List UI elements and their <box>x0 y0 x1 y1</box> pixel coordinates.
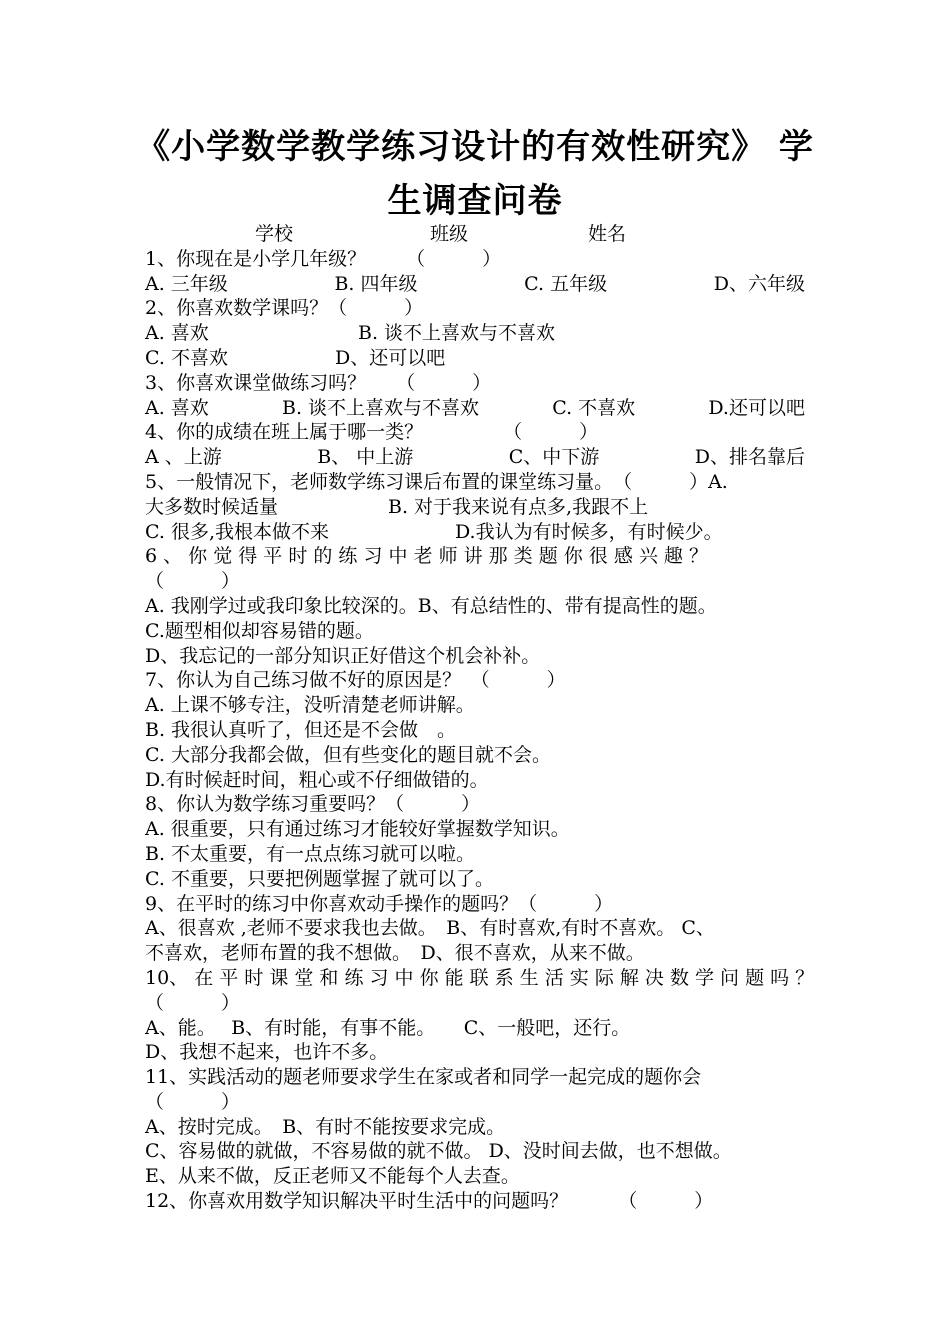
question-text: 4、你的成绩在班上属于哪一类？ <box>145 421 424 444</box>
question-text: 12、你喜欢用数学知识解决平时生活中的问题吗？ <box>145 1190 569 1213</box>
option: A 、上游 <box>145 446 222 469</box>
question-2-options-ab <box>145 321 805 346</box>
title-line-1: 《小学数学教学练习设计的有效性研究》 学 <box>136 127 814 167</box>
question-11: 11、实践活动的题老师要求学生在家或者和同学一起完成的题你会 <box>145 1066 702 1089</box>
option: A. 喜欢 <box>145 322 209 345</box>
info-fields <box>145 222 805 247</box>
question-10: 10、 在 平 时 课 堂 和 练 习 中 你 能 联 系 生 活 实 际 解 决 数 学 问 题 吗 ？ <box>145 966 815 989</box>
question-7-option-b: B. 我很认真听了，但还是不会做 。 <box>145 718 457 741</box>
question-2: 2、你喜欢数学课吗？（ ） <box>145 297 424 320</box>
option: B. 四年级 <box>334 272 418 295</box>
question-6: 6 、 你 觉 得 平 时 的 练 习 中 老 师 讲 那 类 题 你 很 感 兴 趣 ？ <box>145 545 708 568</box>
answer-blank: （ ） <box>503 421 599 444</box>
question-10-blank <box>145 991 805 1016</box>
answer-blank: （ ） <box>145 570 241 593</box>
question-11-options-3: E、从来不做，反正老师又不能每个人去查。 <box>145 1165 520 1188</box>
page-title <box>130 120 820 228</box>
question-7-option-c: C. 大部分我都会做，但有些变化的题目就不会。 <box>145 743 551 766</box>
option: B. 谈不上喜欢与不喜欢 <box>358 322 556 345</box>
question-9-options-2: 不喜欢，老师布置的我不想做。 D、很不喜欢，从来不做。 <box>145 942 645 965</box>
class-field-label: 班级 <box>430 223 469 245</box>
option: C. 很多,我根本做不来 <box>145 520 329 543</box>
option: B. 谈不上喜欢与不喜欢 <box>282 396 480 419</box>
question-6-option-ab: A. 我刚学过或我印象比较深的。B、有总结性的、带有提高性的题。 <box>145 594 717 617</box>
answer-blank: （ ） <box>145 1090 241 1113</box>
option: C、中下游 <box>508 446 600 469</box>
question-12 <box>145 1189 805 1214</box>
question-11-blank <box>145 1090 805 1115</box>
question-7-option-a: A. 上课不够专注，没听清楚老师讲解。 <box>145 694 475 717</box>
question-5-options-ab <box>145 495 805 520</box>
answer-blank: （ ） <box>406 247 502 270</box>
answer-blank: （ ） <box>145 991 241 1014</box>
question-8-option-a: A. 很重要，只有通过练习才能较好掌握数学知识。 <box>145 818 570 841</box>
question-text: 1、你现在是小学几年级？ <box>145 247 367 270</box>
option: 大多数时候适量 <box>145 495 279 518</box>
question-7: 7、你认为自己练习做不好的原因是？ （ ） <box>145 669 566 692</box>
question-8-option-c: C. 不重要，只要把例题掌握了就可以了。 <box>145 867 494 890</box>
question-9-options-1: A、很喜欢 ,老师不要求我也去做。 B、有时喜欢,有时不喜欢。 C、 <box>145 917 715 940</box>
school-field-label: 学校 <box>255 223 294 245</box>
question-11-options-1: A、按时完成。 B、有时不能按要求完成。 <box>145 1115 506 1138</box>
question-2-options-cd <box>145 346 805 371</box>
questionnaire-body <box>145 222 815 1214</box>
option: D、排名靠后 <box>694 446 805 469</box>
option: D、六年级 <box>713 272 805 295</box>
option: A. 喜欢 <box>145 396 209 419</box>
title-line-2: 生调查问卷 <box>387 181 563 221</box>
question-6-option-c: C.题型相似却容易错的题。 <box>145 619 374 642</box>
option: D.还可以吧 <box>708 396 805 419</box>
option: B、 中上游 <box>317 446 414 469</box>
question-1 <box>145 247 805 272</box>
option: B. 对于我来说有点多,我跟不上 <box>388 495 649 518</box>
option: D、还可以吧 <box>335 346 446 369</box>
question-8: 8、你认为数学练习重要吗？（ ） <box>145 793 481 816</box>
question-5-options-cd <box>145 520 805 545</box>
question-text: 3、你喜欢课堂做练习吗？ <box>145 371 367 394</box>
question-11-options-2: C、容易做的就做，不容易做的就不做。 D、没时间去做，也不想做。 <box>145 1140 732 1163</box>
question-4 <box>145 420 805 445</box>
question-6-option-d: D、我忘记的一部分知识正好借这个机会补补。 <box>145 644 541 667</box>
question-6-blank <box>145 569 805 594</box>
option: D.我认为有时候多，有时候少。 <box>455 520 723 543</box>
question-9: 9、在平时的练习中你喜欢动手操作的题吗？（ ） <box>145 892 614 915</box>
question-7-option-d: D.有时候赶时间，粗心或不仔细做错的。 <box>145 768 489 791</box>
question-4-options <box>145 445 805 470</box>
name-field-label: 姓名 <box>588 223 627 245</box>
question-1-options <box>145 272 805 297</box>
answer-blank: （ ） <box>618 1190 714 1213</box>
answer-blank: （ ） <box>396 371 492 394</box>
question-3-options <box>145 396 805 421</box>
option: C. 不喜欢 <box>552 396 636 419</box>
option: A. 三年级 <box>145 272 228 295</box>
option: C. 五年级 <box>524 272 608 295</box>
question-5: 5、一般情况下，老师数学练习课后布置的课堂练习量。 （ ）A. <box>145 470 728 493</box>
question-10-options-2: D、我想不起来，也许不多。 <box>145 1041 389 1064</box>
question-3 <box>145 371 805 396</box>
option: C. 不喜欢 <box>145 346 228 369</box>
question-8-option-b: B. 不太重要，有一点点练习就可以啦。 <box>145 842 476 865</box>
question-10-options-1: A、能。 B、有时能，有事不能。 C、一般吧，还行。 <box>145 1016 631 1039</box>
